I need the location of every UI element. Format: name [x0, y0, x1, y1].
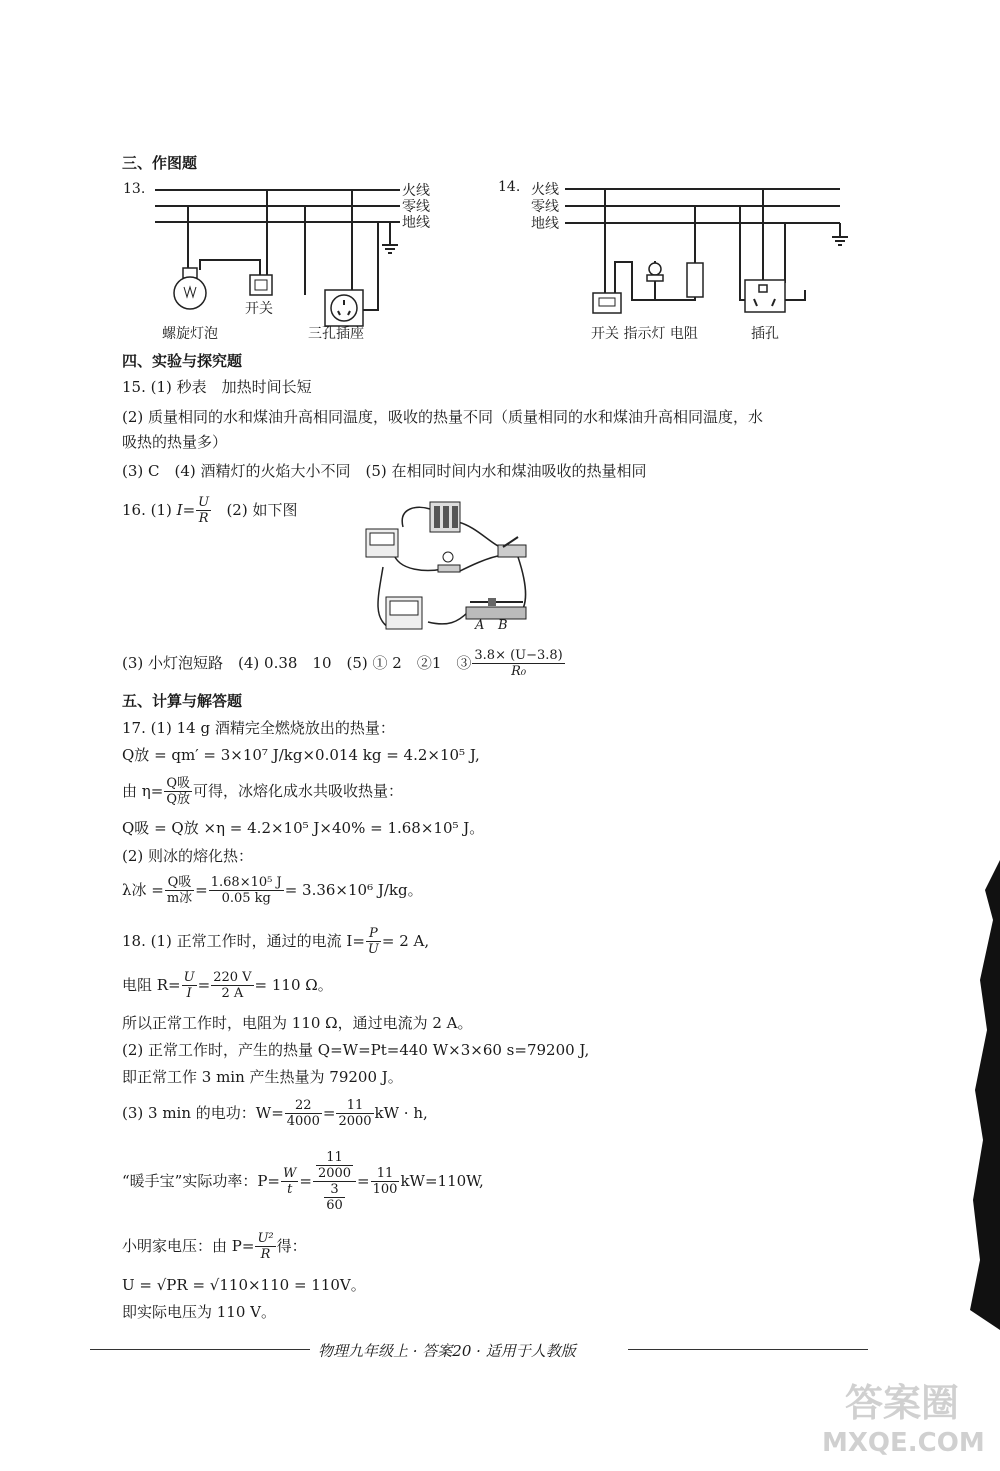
lamp-icon — [438, 552, 460, 572]
battery-icon — [430, 502, 460, 532]
q13-diagram — [120, 175, 440, 345]
q17-line-3-den: Q放 — [166, 791, 190, 807]
q18-line-8-den: R — [260, 1246, 271, 1262]
q17-line-3 — [122, 772, 403, 810]
q16-prefix: 16. (1) — [122, 501, 172, 519]
q18-line-2-post: = 110 Ω。 — [254, 976, 333, 994]
footer-rule-left — [90, 1349, 310, 1350]
indicator-lamp-icon — [647, 263, 663, 281]
q14-number: 14. — [498, 179, 521, 195]
q15-line-3: 吸热的热量多） — [122, 433, 228, 451]
footer-rule-right — [628, 1349, 868, 1350]
section-5-heading: 五、计算与解答题 — [122, 692, 243, 710]
screw-bulb-icon — [174, 268, 206, 309]
resistor-icon — [687, 263, 703, 297]
q18-line-6-den-2: 2000 — [338, 1113, 372, 1129]
q18-line-2-den-1: I — [186, 985, 192, 1001]
q18-line-7-compound-fraction — [313, 1150, 356, 1213]
q17-line-3-post: 可得，冰熔化成水共吸收热量： — [193, 782, 404, 800]
q18-line-6-post: kW · h, — [374, 1104, 428, 1122]
q18-line-1-num: P — [366, 926, 381, 942]
q18-line-7-inner-num-fraction — [316, 1150, 353, 1181]
q18-line-1 — [122, 922, 429, 960]
q17-line-6-num-1: Q吸 — [165, 875, 194, 891]
q18-line-7-num-3: 11 — [371, 1166, 400, 1182]
voltmeter-icon — [366, 529, 398, 557]
q15-line-4: (3) C (4) 酒精灯的火焰大小不同 (5) 在相同时间内水和煤油吸收的热量相同 — [122, 462, 647, 480]
section-4-heading: 四、实验与探究题 — [122, 352, 243, 370]
q14-socket-label: 插孔 — [751, 326, 779, 342]
q13-ground-label: 地线 — [402, 215, 430, 231]
q18-line-3: 所以正常工作时，电阻为 110 Ω，通过电流为 2 A。 — [122, 1014, 473, 1032]
q18-line-2-num-1: U — [183, 969, 195, 985]
q18-line-5: 即正常工作 3 min 产生热量为 79200 J。 — [122, 1068, 403, 1086]
q17-line-6-fraction-2 — [209, 875, 284, 906]
q18-line-7-compound-num — [313, 1150, 356, 1182]
q17-line-6-den-1: m冰 — [166, 890, 193, 906]
q13-socket-label: 三孔插座 — [308, 326, 364, 342]
q18-line-7: “暖手宝”实际功率：P= $\frac{W}{t}$ = $\frac{\frac{11}{2000}}{\frac{3}{60}}$ = $\frac{11}{100}$ kW=110W, — [122, 1149, 484, 1213]
q14-ground-label: 地线 — [531, 216, 559, 232]
q18-line-2-fraction-2 — [211, 970, 253, 1001]
q18-line-7-fraction-1 — [281, 1166, 298, 1197]
q13-neutral-label: 零线 — [402, 199, 430, 215]
rheostat-label-a: A — [475, 618, 485, 633]
q17-line-6-den-2: 0.05 kg — [221, 890, 271, 906]
q18-line-1-fraction — [366, 926, 381, 957]
q17-line-3-num: Q吸 — [166, 775, 190, 791]
q18-line-7-post: kW=110W, — [400, 1172, 484, 1190]
q17-line-3-fraction — [164, 776, 192, 807]
q17-line-5: (2) 则冰的熔化热： — [122, 847, 254, 865]
q18-line-7-num-1: W — [283, 1165, 297, 1181]
q15-line-1: 15. (1) 秒表 加热时间长短 — [122, 378, 312, 396]
q13-live-label: 火线 — [402, 183, 430, 199]
q17-line-3-prefix: 由 η= — [122, 782, 164, 800]
q18-line-8-prefix: 小明家电压：由 P= — [122, 1237, 255, 1255]
rheostat-icon — [466, 598, 526, 619]
q18-line-2-num-2: 220 V — [213, 969, 252, 985]
q18-line-9: U = √PR = √110×110 = 110V。 — [122, 1276, 366, 1294]
q14-circuit-svg — [495, 175, 865, 345]
q14-diagram — [495, 175, 865, 345]
footer-text: 物理九年级上 · 答案20 · 适用于人教版 — [318, 1342, 576, 1360]
q18-line-2-prefix: 电阻 R= — [122, 976, 181, 994]
socket-icon — [745, 280, 785, 312]
knife-switch-icon — [498, 537, 526, 557]
q17-line-6-num-2: 1.68×10⁵ J — [210, 874, 282, 890]
three-hole-socket-icon — [325, 290, 363, 326]
q18-line-7-prefix: “暖手宝”实际功率：P= — [122, 1172, 280, 1190]
q18-line-7-inner-num-num: 11 — [316, 1150, 353, 1166]
q16-formula-num: U — [198, 494, 210, 510]
ammeter-icon — [386, 597, 422, 629]
q18-line-7-inner-den-num: 3 — [324, 1182, 345, 1198]
q18-line-7-inner-den-den: 60 — [326, 1197, 343, 1213]
q16-line-3-fraction — [472, 648, 564, 679]
q17-line-1: 17. (1) 14 g 酒精完全燃烧放出的热量： — [122, 719, 395, 737]
q14-live-label: 火线 — [531, 182, 559, 198]
q18-line-7-inner-den-fraction — [324, 1182, 345, 1213]
q18-line-2-fraction-1 — [182, 970, 197, 1001]
q18-line-8-post: 得： — [276, 1237, 307, 1255]
q16-formula-lhs: I= — [176, 501, 196, 519]
q17-line-6: λ冰 = $\frac{\text{Q吸}}{\text{m冰}}$ = $\frac{\text{1.68×10⁵ J}}{0.05 kg}$ = 3.36×10⁶ J/kg。 — [122, 874, 423, 906]
rheostat-label-b: B — [498, 618, 508, 633]
q18-line-6-num-1: 22 — [285, 1098, 322, 1114]
q18-line-6-fraction-1 — [285, 1098, 322, 1129]
q18-line-2: 电阻 R= $\frac{U}{I}$ = $\frac{220 V}{2 A}$ = 110 Ω。 — [122, 969, 333, 1001]
q18-line-1-post: = 2 A, — [381, 932, 430, 950]
q16-line-3 — [122, 645, 566, 681]
q16-line-3-den: R₀ — [511, 663, 527, 679]
switch-icon — [250, 275, 272, 295]
q13-bulb-label: 螺旋灯泡 — [162, 326, 218, 342]
q13-switch-label: 开关 — [245, 301, 273, 317]
section-3-heading: 三、作图题 — [122, 154, 198, 172]
q18-line-7-den-3: 100 — [372, 1181, 398, 1197]
q17-line-6-post: = 3.36×10⁶ J/kg。 — [284, 881, 423, 899]
q18-line-7-inner-num-den: 2000 — [317, 1165, 352, 1181]
q18-line-7-fraction-3 — [371, 1166, 400, 1197]
q14-neutral-label: 零线 — [531, 199, 559, 215]
q16-formula-den: R — [198, 510, 209, 526]
q17-line-4: Q吸 = Q放 ×η = 4.2×10⁵ J×40% = 1.68×10⁵ J。 — [122, 819, 485, 837]
q18-line-6-fraction-2 — [336, 1098, 373, 1129]
q18-line-8-num: U² — [257, 1230, 274, 1246]
q16-line-3-prefix: (3) 小灯泡短路 (4) 0.38 10 (5) ① 2 ②1 ③ — [122, 654, 472, 672]
q13-number: 13. — [123, 181, 146, 197]
q18-line-6-prefix: (3) 3 min 的电功：W= — [122, 1104, 284, 1122]
switch-icon — [593, 293, 621, 313]
torn-edge-shadow — [945, 860, 1000, 1330]
q18-line-6: (3) 3 min 的电功：W= $\frac{22}{4000}$ = $\frac{11}{2000}$ kW · h, — [122, 1097, 428, 1129]
q18-line-4: (2) 正常工作时，产生的热量 Q=W=Pt=440 W×3×60 s=79200 J, — [122, 1041, 590, 1059]
q13-circuit-svg — [120, 175, 440, 345]
q18-line-7-den-1: t — [287, 1181, 293, 1197]
q14-bottom-labels: 开关 指示灯 电阻 — [591, 326, 698, 342]
q15-line-2: (2) 质量相同的水和煤油升高相同温度，吸收的热量不同（质量相同的水和煤油升高相同温度，水 — [122, 408, 764, 426]
q18-line-2-den-2: 2 A — [221, 985, 244, 1001]
q18-line-10: 即实际电压为 110 V。 — [122, 1303, 276, 1321]
q18-line-1-prefix: 18. (1) 正常工作时，通过的电流 I= — [122, 932, 365, 950]
q18-line-8 — [122, 1226, 307, 1266]
q16-post: (2) 如下图 — [226, 501, 298, 519]
watermark-logo: 答案圈 — [845, 1381, 960, 1425]
q18-line-8-fraction — [255, 1231, 275, 1262]
q16-apparatus-svg — [358, 497, 538, 637]
q17-line-6-prefix: λ冰 = — [122, 881, 164, 899]
q16-line-1 — [122, 490, 297, 530]
q18-line-6-num-2: 11 — [336, 1098, 373, 1114]
q18-line-1-den: U — [367, 941, 379, 957]
q16-formula-fraction — [196, 495, 211, 526]
q16-line-3-num: 3.8× (U−3.8) — [474, 647, 563, 663]
q17-line-6-fraction-1 — [165, 875, 194, 906]
q18-line-7-compound-den — [313, 1182, 356, 1213]
watermark-url: MXQE.COM — [822, 1428, 985, 1458]
q18-line-6-den-1: 4000 — [286, 1113, 320, 1129]
q17-line-2: Q放 = qm′ = 3×10⁷ J/kg×0.014 kg = 4.2×10⁵ J, — [122, 746, 480, 764]
